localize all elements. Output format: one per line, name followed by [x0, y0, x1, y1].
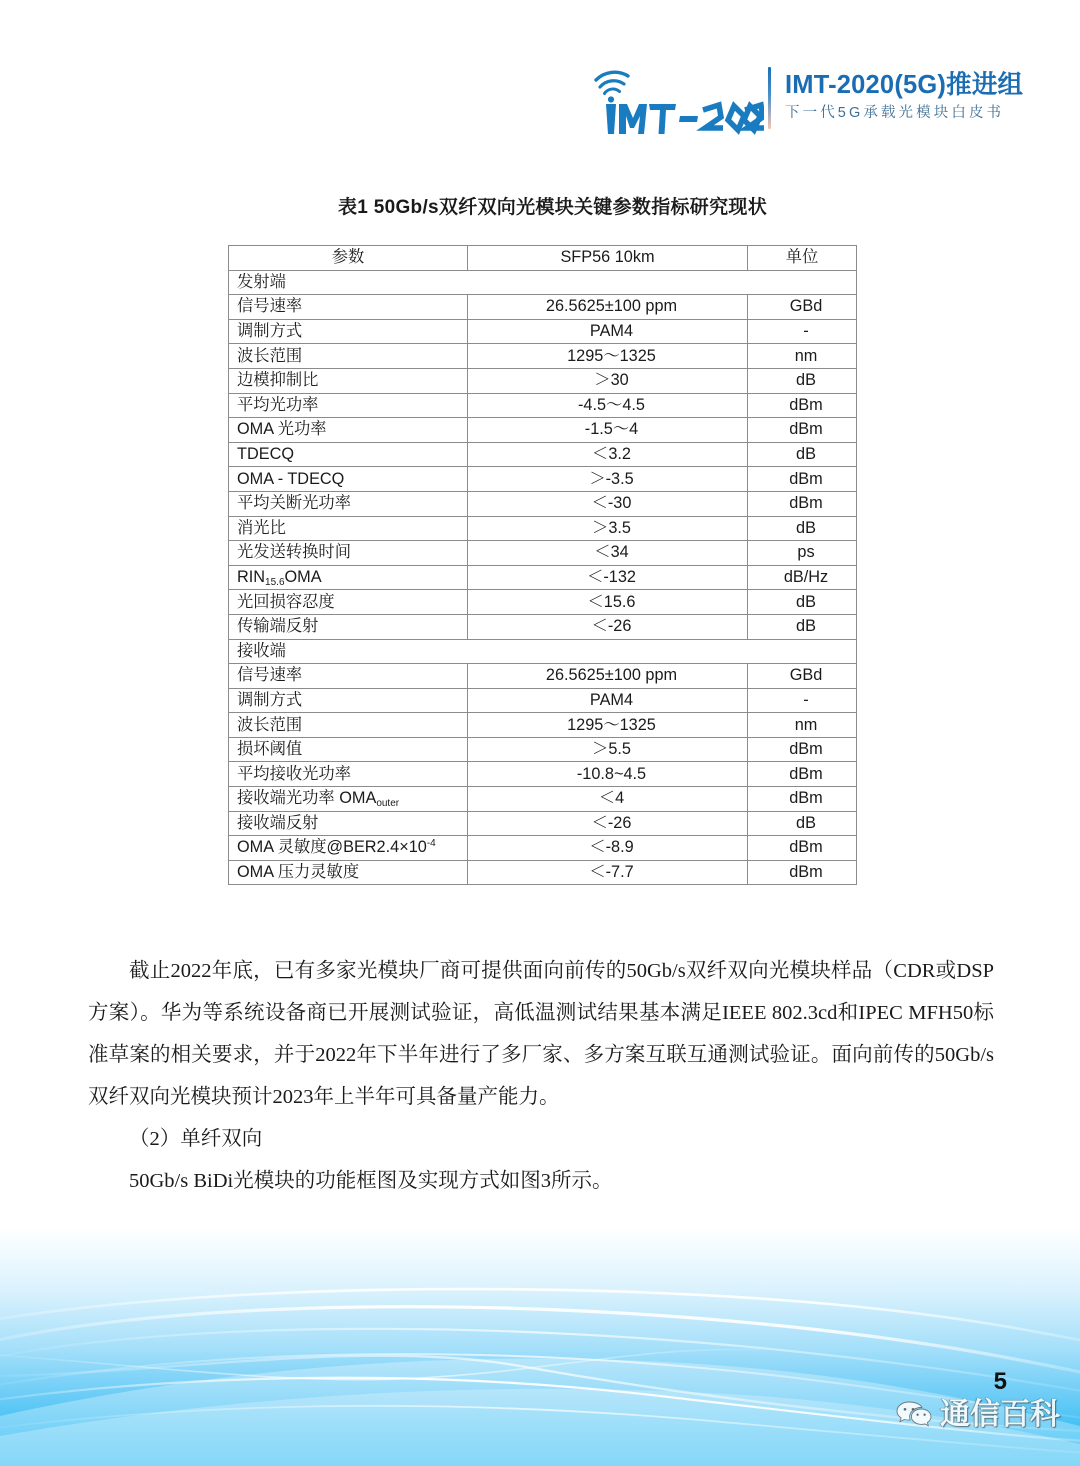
- cell-param: 消光比: [229, 516, 468, 541]
- cell-value: PAM4: [468, 688, 748, 713]
- cell-param: OMA 压力灵敏度: [229, 860, 468, 885]
- cell-param: OMA 光功率: [229, 418, 468, 443]
- cell-value: 1295～1325: [468, 713, 748, 738]
- page-number: 5: [993, 1368, 1007, 1395]
- table-row: [229, 836, 857, 861]
- cell-value: ＜15.6: [468, 590, 748, 615]
- cell-param: 边模抑制比: [229, 368, 468, 393]
- cell-value: ＞3.5: [468, 516, 748, 541]
- brand-text-block: [785, 71, 1023, 125]
- watermark: [896, 1400, 1060, 1430]
- table-row: [229, 713, 857, 738]
- cell-param: TDECQ: [229, 442, 468, 467]
- table-row: [229, 688, 857, 713]
- cell-unit: GBd: [748, 295, 857, 320]
- cell-value: PAM4: [468, 319, 748, 344]
- cell-param: 平均光功率: [229, 393, 468, 418]
- brand-subtitle: 下一代5G承载光模块白皮书: [785, 105, 1005, 122]
- table-row: [229, 737, 857, 762]
- cell-value: -4.5～4.5: [468, 393, 748, 418]
- table-section-row: [229, 639, 857, 664]
- cell-param: 损坏阈值: [229, 737, 468, 762]
- cell-value: ＜4: [468, 787, 748, 812]
- cell-value: ＜-30: [468, 491, 748, 516]
- table-row: [229, 860, 857, 885]
- spec-table-container: [228, 245, 856, 885]
- body-text-block: [88, 950, 994, 1202]
- table-header-row: [229, 246, 857, 271]
- cell-param: 平均关断光功率: [229, 491, 468, 516]
- column-header-spec: SFP56 10km: [468, 246, 748, 271]
- cell-unit: dB: [748, 590, 857, 615]
- paragraph-3: 50Gb/s BiDi光模块的功能框图及实现方式如图3所示。: [129, 1170, 613, 1192]
- section-label: 发射端: [229, 270, 857, 295]
- cell-value: ＞5.5: [468, 737, 748, 762]
- table-row: [229, 368, 857, 393]
- cell-value: -1.5～4: [468, 418, 748, 443]
- cell-value: ＜-26: [468, 614, 748, 639]
- cell-param: 传输端反射: [229, 614, 468, 639]
- cell-unit: dBm: [748, 418, 857, 443]
- cell-value: ＜3.2: [468, 442, 748, 467]
- cell-value: 26.5625±100 ppm: [468, 295, 748, 320]
- table-row: [229, 393, 857, 418]
- cell-unit: dB: [748, 614, 857, 639]
- cell-value: 1295～1325: [468, 344, 748, 369]
- cell-unit: dBm: [748, 860, 857, 885]
- cell-value: ＞-3.5: [468, 467, 748, 492]
- table-caption: 表1 50Gb/s双纤双向光模块关键参数指标研究现状: [338, 197, 768, 218]
- cell-param: 波长范围: [229, 344, 468, 369]
- cell-value: ＜34: [468, 541, 748, 566]
- cell-param: 信号速率: [229, 664, 468, 689]
- cell-unit: dBm: [748, 762, 857, 787]
- table-row: [229, 762, 857, 787]
- table-section-row: [229, 270, 857, 295]
- header-brand: [586, 58, 1023, 138]
- page-header: [0, 0, 1080, 150]
- paragraph-2: （2）单纤双向: [129, 1128, 263, 1150]
- table-row: [229, 344, 857, 369]
- cell-param: $RIN_{15.6}OMA$: [229, 565, 468, 590]
- cell-unit: dB: [748, 442, 857, 467]
- table-row: [229, 295, 857, 320]
- cell-param: 接收端反射: [229, 811, 468, 836]
- table-row: [229, 664, 857, 689]
- cell-param: 波长范围: [229, 713, 468, 738]
- cell-unit: ps: [748, 541, 857, 566]
- table-row: [229, 418, 857, 443]
- cell-unit: -: [748, 319, 857, 344]
- cell-value: ＜-8.9: [468, 836, 748, 861]
- table-row: [229, 541, 857, 566]
- table-row: [229, 787, 857, 812]
- table-head: [229, 246, 857, 271]
- cell-unit: -: [748, 688, 857, 713]
- brand-title: IMT-2020(5G)推进组: [785, 70, 1024, 99]
- cell-unit: dB: [748, 516, 857, 541]
- table-row: [229, 811, 857, 836]
- cell-unit: dB: [748, 811, 857, 836]
- table-row: [229, 319, 857, 344]
- cell-param: 光回损容忍度: [229, 590, 468, 615]
- cell-unit: dBm: [748, 467, 857, 492]
- cell-unit: dBm: [748, 787, 857, 812]
- table-body: [229, 270, 857, 885]
- cell-param: 调制方式: [229, 319, 468, 344]
- section-label: 接收端: [229, 639, 857, 664]
- cell-value: 26.5625±100 ppm: [468, 664, 748, 689]
- table-row: [229, 442, 857, 467]
- cell-unit: GBd: [748, 664, 857, 689]
- wechat-icon: [896, 1400, 932, 1430]
- table-row: [229, 516, 857, 541]
- cell-param: 平均接收光功率: [229, 762, 468, 787]
- brand-divider: [768, 67, 771, 129]
- cell-unit: nm: [748, 713, 857, 738]
- spec-table: [228, 245, 857, 885]
- cell-param: 调制方式: [229, 688, 468, 713]
- cell-unit: dB/Hz: [748, 565, 857, 590]
- cell-param: 接收端光功率 $OMA_{outer}$: [229, 787, 468, 812]
- cell-param: OMA 灵敏度$@BER2.4\times 10^{-4}$: [229, 836, 468, 861]
- table-row: [229, 614, 857, 639]
- cell-unit: dBm: [748, 737, 857, 762]
- cell-unit: dBm: [748, 393, 857, 418]
- column-header-unit: 单位: [748, 246, 857, 271]
- cell-unit: nm: [748, 344, 857, 369]
- cell-unit: dBm: [748, 836, 857, 861]
- imt-2020-logo-graphic: [586, 60, 764, 136]
- imt-2020-logo: [586, 60, 764, 136]
- table-row: [229, 467, 857, 492]
- cell-value: ＜-7.7: [468, 860, 748, 885]
- cell-value: ＜-132: [468, 565, 748, 590]
- paragraph-1: 截止2022年底，已有多家光模块厂商可提供面向前传的50Gb/s双纤双向光模块样品（CDR或DSP方案）。华为等系统设备商已开展测试验证，高低温测试结果基本满足IEEE 802.3cd和IPEC MFH50标准草案的相关要求，并于2022年下半年进行了多厂家、多方案互联互通测试验证。面向前传的50Gb/s双纤双向光模块预计2023年上半年可具备量产能力。: [88, 960, 994, 1108]
- cell-param: 光发送转换时间: [229, 541, 468, 566]
- cell-value: ＜-26: [468, 811, 748, 836]
- cell-param: 信号速率: [229, 295, 468, 320]
- column-header-param: 参数: [229, 246, 468, 271]
- watermark-text: 通信百科: [940, 1398, 1060, 1431]
- cell-unit: dBm: [748, 491, 857, 516]
- table-row: [229, 565, 857, 590]
- cell-param: OMA - TDECQ: [229, 467, 468, 492]
- cell-value: ＞30: [468, 368, 748, 393]
- cell-unit: dB: [748, 368, 857, 393]
- table-row: [229, 590, 857, 615]
- table-row: [229, 491, 857, 516]
- cell-value: -10.8~4.5: [468, 762, 748, 787]
